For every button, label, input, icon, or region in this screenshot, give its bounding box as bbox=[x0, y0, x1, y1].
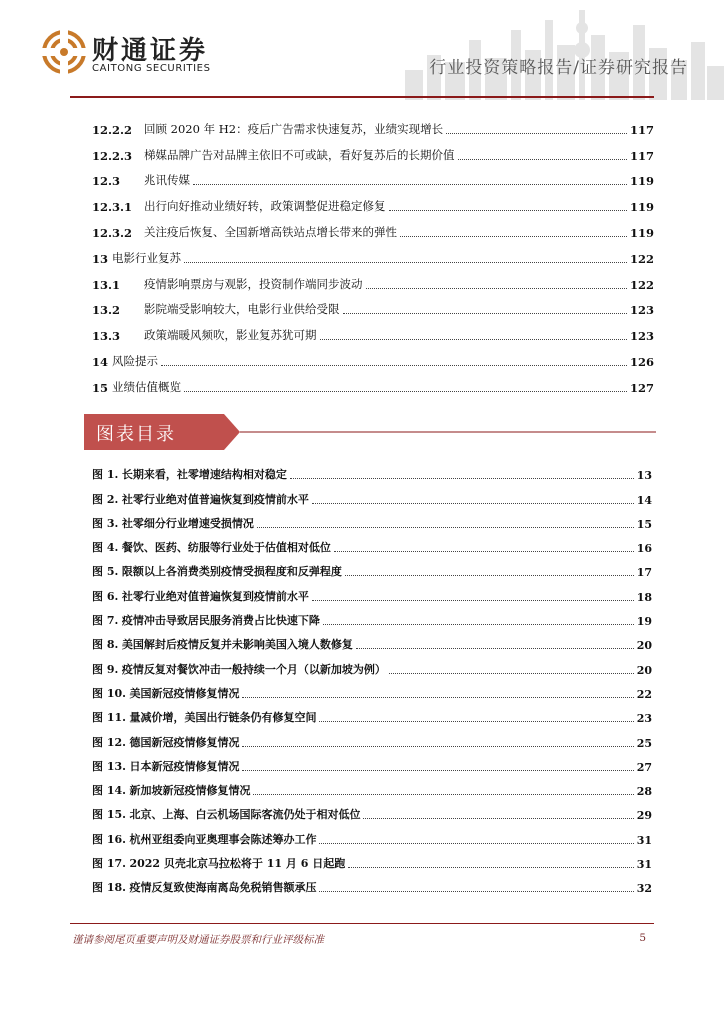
figure-page: 27 bbox=[636, 760, 652, 774]
toc-page: 117 bbox=[629, 122, 654, 137]
toc-entry[interactable] bbox=[92, 317, 654, 343]
figure-page: 14 bbox=[636, 493, 652, 507]
figure-title: 美国解封后疫情反复并未影响美国入境人数修复 bbox=[121, 638, 353, 652]
brand-name-en: CAITONG SECURITIES bbox=[92, 63, 211, 74]
toc-entry[interactable] bbox=[92, 343, 654, 369]
figure-page: 15 bbox=[636, 517, 652, 531]
figure-title: 长期来看，社零增速结构相对稳定 bbox=[121, 468, 287, 482]
toc-number: 12.3.2 bbox=[92, 225, 133, 240]
figure-entry[interactable] bbox=[92, 604, 652, 628]
leader-dots bbox=[323, 623, 634, 625]
toc-entry[interactable] bbox=[92, 111, 654, 137]
toc-title: 业绩估值概览 bbox=[112, 379, 181, 394]
toc-title: 影院端受影响较大，电影行业供给受限 bbox=[144, 302, 340, 317]
toc-entry[interactable] bbox=[92, 292, 654, 318]
toc-page: 122 bbox=[629, 251, 654, 266]
brand-name-cn: 财通证券 bbox=[92, 36, 209, 66]
figure-title: 美国新冠疫情修复情况 bbox=[129, 686, 240, 700]
list-of-figures bbox=[92, 458, 652, 895]
page-header bbox=[0, 0, 724, 100]
toc-number: 12.3.1 bbox=[92, 200, 133, 215]
toc-entry[interactable] bbox=[92, 240, 654, 266]
toc-number: 13.2 bbox=[92, 303, 121, 318]
leader-dots bbox=[343, 312, 627, 314]
figure-label: 图 13. bbox=[92, 759, 126, 773]
leader-dots bbox=[363, 817, 633, 819]
figure-label: 图 6. bbox=[92, 589, 119, 603]
figure-title: 疫情冲击导致居民服务消费占比快速下降 bbox=[121, 614, 320, 628]
toc-entry[interactable] bbox=[92, 137, 654, 163]
leader-dots bbox=[242, 769, 633, 771]
toc-number: 13 bbox=[92, 251, 109, 266]
toc-page: 122 bbox=[629, 277, 654, 292]
figure-entry[interactable] bbox=[92, 871, 652, 895]
leader-dots bbox=[242, 745, 633, 747]
figure-entry[interactable] bbox=[92, 677, 652, 701]
figure-title: 日本新冠疫情修复情况 bbox=[129, 759, 240, 773]
toc-title: 梯媒品牌广告对品牌主依旧不可或缺，看好复苏后的长期价值 bbox=[144, 147, 455, 162]
figure-title: 社零细分行业增速受损情况 bbox=[121, 516, 254, 530]
leader-dots bbox=[257, 526, 634, 528]
leader-dots bbox=[389, 209, 627, 211]
figure-page: 22 bbox=[636, 687, 652, 701]
leader-dots bbox=[184, 390, 627, 392]
figure-label: 图 10. bbox=[92, 686, 126, 700]
figure-entry[interactable] bbox=[92, 652, 652, 676]
leader-dots bbox=[193, 183, 627, 185]
report-type-title: 行业投资策略报告/证券研究报告 bbox=[429, 58, 688, 78]
figure-entry[interactable] bbox=[92, 725, 652, 749]
toc-page: 119 bbox=[629, 225, 654, 240]
figure-title: 疫情反复致使海南离岛免税销售额承压 bbox=[129, 881, 317, 895]
figure-page: 29 bbox=[636, 809, 652, 823]
figure-page: 13 bbox=[636, 469, 652, 483]
figure-label: 图 17. bbox=[92, 857, 126, 871]
figure-label: 图 18. bbox=[92, 881, 126, 895]
leader-dots bbox=[290, 477, 634, 479]
header-divider bbox=[70, 96, 654, 98]
table-of-contents bbox=[92, 111, 654, 395]
figure-page: 28 bbox=[636, 785, 652, 799]
figure-entry[interactable] bbox=[92, 822, 652, 846]
figure-entry[interactable] bbox=[92, 774, 652, 798]
toc-page: 123 bbox=[629, 303, 654, 318]
figure-title: 2022 贝壳北京马拉松将于 11 月 6 日起跑 bbox=[129, 857, 346, 871]
leader-dots bbox=[312, 502, 634, 504]
figure-label: 图 7. bbox=[92, 614, 119, 628]
figure-label: 图 4. bbox=[92, 541, 119, 555]
toc-title: 回顾 2020 年 H2：疫后广告需求快速复苏，业绩实现增长 bbox=[144, 121, 444, 136]
toc-page: 126 bbox=[629, 354, 654, 369]
figure-label: 图 12. bbox=[92, 735, 126, 749]
figure-entry[interactable] bbox=[92, 531, 652, 555]
figure-label: 图 1. bbox=[92, 468, 119, 482]
figure-title: 社零行业绝对值普遍恢复到疫情前水平 bbox=[121, 589, 309, 603]
figure-title: 社零行业绝对值普遍恢复到疫情前水平 bbox=[121, 492, 309, 506]
figure-label: 图 2. bbox=[92, 492, 119, 506]
leader-dots bbox=[345, 574, 634, 576]
figure-entry[interactable] bbox=[92, 579, 652, 603]
caitong-logo-icon bbox=[42, 30, 86, 74]
leader-dots bbox=[161, 364, 627, 366]
page-number: 5 bbox=[639, 932, 646, 944]
figure-page: 31 bbox=[636, 858, 652, 872]
toc-title: 电影行业复苏 bbox=[112, 250, 181, 265]
toc-number: 13.3 bbox=[92, 329, 121, 344]
figure-entry[interactable] bbox=[92, 555, 652, 579]
leader-dots bbox=[334, 550, 634, 552]
figure-title: 德国新冠疫情修复情况 bbox=[129, 735, 240, 749]
toc-title: 出行向好推动业绩好转，政策调整促进稳定修复 bbox=[144, 199, 386, 214]
figure-page: 32 bbox=[636, 882, 652, 896]
toc-title: 兆讯传媒 bbox=[144, 173, 190, 188]
toc-entry[interactable] bbox=[92, 214, 654, 240]
toc-entry[interactable] bbox=[92, 188, 654, 214]
figure-entry[interactable] bbox=[92, 847, 652, 871]
leader-dots bbox=[319, 890, 633, 892]
toc-number: 12.3 bbox=[92, 174, 121, 189]
leader-dots bbox=[319, 842, 633, 844]
toc-entry[interactable] bbox=[92, 163, 654, 189]
disclaimer-note: 谨请参阅尾页重要声明及财通证券股票和行业评级标准 bbox=[72, 934, 324, 946]
toc-title: 疫情影响票房与观影，投资制作端同步波动 bbox=[144, 276, 363, 291]
figure-page: 18 bbox=[636, 590, 652, 604]
figures-section-title: 图表目录 bbox=[96, 424, 176, 445]
toc-number: 12.2.3 bbox=[92, 148, 133, 163]
figure-label: 图 16. bbox=[92, 832, 126, 846]
figure-entry[interactable] bbox=[92, 750, 652, 774]
figure-title: 量减价增，美国出行链条仍有修复空间 bbox=[129, 711, 317, 725]
leader-dots bbox=[389, 672, 634, 674]
figure-entry[interactable] bbox=[92, 798, 652, 822]
figure-label: 图 15. bbox=[92, 808, 126, 822]
toc-title: 政策端暖风频吹，影业复苏犹可期 bbox=[144, 328, 317, 343]
leader-dots bbox=[458, 158, 627, 160]
figure-page: 31 bbox=[636, 833, 652, 847]
leader-dots bbox=[312, 599, 634, 601]
figure-entry[interactable] bbox=[92, 701, 652, 725]
leader-dots bbox=[320, 338, 627, 340]
figure-page: 16 bbox=[636, 542, 652, 556]
figure-page: 20 bbox=[636, 639, 652, 653]
leader-dots bbox=[356, 647, 634, 649]
figure-title: 疫情反复对餐饮冲击一般持续一个月（以新加坡为例） bbox=[121, 662, 386, 676]
toc-entry[interactable] bbox=[92, 266, 654, 292]
figure-label: 图 9. bbox=[92, 662, 119, 676]
footer-divider bbox=[70, 923, 654, 924]
figure-title: 杭州亚组委向亚奥理事会陈述筹办工作 bbox=[129, 832, 317, 846]
leader-dots bbox=[184, 261, 627, 263]
toc-number: 15 bbox=[92, 380, 109, 395]
figure-page: 20 bbox=[636, 663, 652, 677]
leader-dots bbox=[348, 866, 633, 868]
figure-title: 新加坡新冠疫情修复情况 bbox=[129, 784, 251, 798]
leader-dots bbox=[319, 720, 633, 722]
toc-page: 123 bbox=[629, 329, 654, 344]
toc-number: 14 bbox=[92, 354, 109, 369]
figure-label: 图 11. bbox=[92, 711, 126, 725]
figure-label: 图 3. bbox=[92, 516, 119, 530]
leader-dots bbox=[242, 696, 633, 698]
toc-page: 119 bbox=[629, 174, 654, 189]
figure-page: 19 bbox=[636, 615, 652, 629]
leader-dots bbox=[446, 132, 627, 134]
toc-page: 117 bbox=[629, 148, 654, 163]
leader-dots bbox=[366, 287, 627, 289]
figure-entry[interactable] bbox=[92, 507, 652, 531]
figure-entry[interactable] bbox=[92, 482, 652, 506]
figure-title: 餐饮、医药、纺服等行业处于估值相对低位 bbox=[121, 541, 331, 555]
figure-label: 图 5. bbox=[92, 565, 119, 579]
toc-number: 12.2.2 bbox=[92, 122, 133, 137]
leader-dots bbox=[253, 793, 633, 795]
figure-page: 23 bbox=[636, 712, 652, 726]
leader-dots bbox=[400, 235, 627, 237]
toc-entry[interactable] bbox=[92, 369, 654, 395]
toc-number: 13.1 bbox=[92, 277, 121, 292]
figure-entry[interactable] bbox=[92, 628, 652, 652]
toc-title: 关注疫后恢复、全国新增高铁站点增长带来的弹性 bbox=[144, 224, 397, 239]
figure-page: 17 bbox=[636, 566, 652, 580]
toc-title: 风险提示 bbox=[112, 353, 158, 368]
toc-page: 127 bbox=[629, 380, 654, 395]
figure-label: 图 8. bbox=[92, 638, 119, 652]
figure-title: 北京、上海、白云机场国际客流仍处于相对低位 bbox=[129, 808, 361, 822]
figure-page: 25 bbox=[636, 736, 652, 750]
city-skyline-decoration bbox=[395, 0, 724, 100]
toc-page: 119 bbox=[629, 200, 654, 215]
figure-label: 图 14. bbox=[92, 784, 126, 798]
figure-title: 限额以上各消费类别疫情受损程度和反弹程度 bbox=[121, 565, 342, 579]
figure-entry[interactable] bbox=[92, 458, 652, 482]
